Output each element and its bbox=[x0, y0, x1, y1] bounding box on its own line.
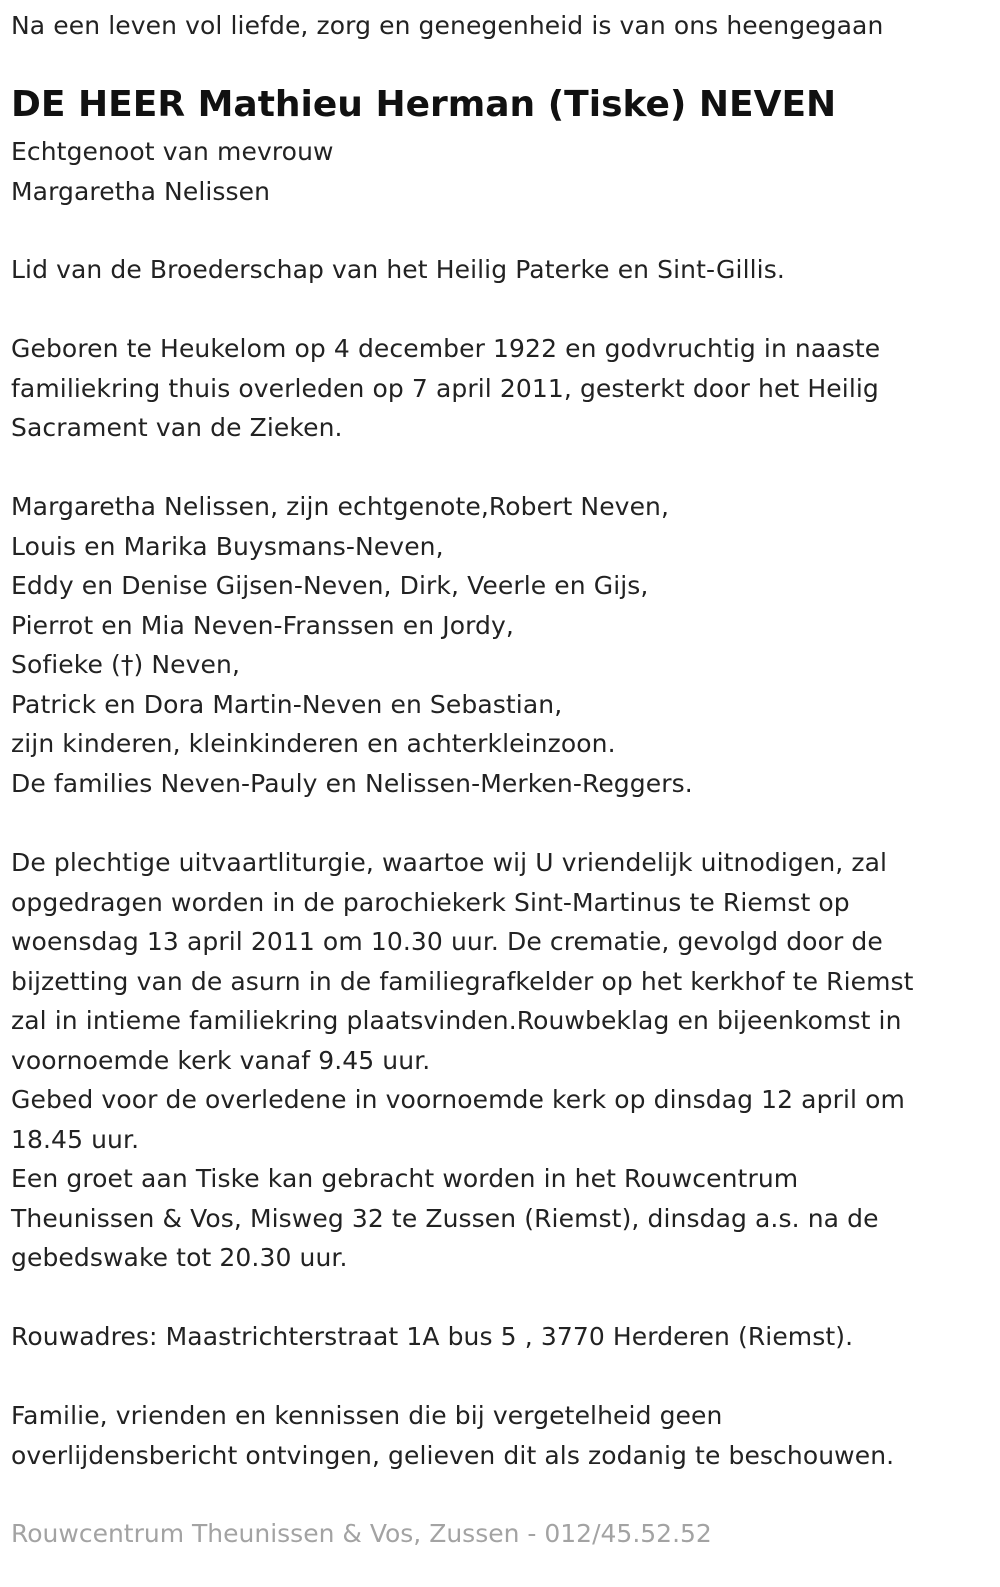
family-line: zijn kinderen, kleinkinderen en achterkleinzoon. bbox=[11, 729, 616, 758]
family-line: Margaretha Nelissen, zijn echtgenote,Robert Neven, bbox=[11, 492, 670, 521]
notice-line: overlijdensbericht ontvingen, gelieven dit als zodanig te beschouwen. bbox=[11, 1440, 895, 1470]
birth-death-line: Sacrament van de Zieken. bbox=[11, 413, 343, 442]
birth-death-line: Geboren te Heukelom op 4 december 1922 en godvruchtig in naaste bbox=[11, 334, 881, 363]
funeral-line: 18.45 uur. bbox=[11, 1124, 140, 1154]
spouse-line: Echtgenoot van mevrouw bbox=[11, 137, 334, 166]
family-line: Louis en Marika Buysmans-Neven, bbox=[11, 531, 444, 561]
funeral-line: Theunissen & Vos, Misweg 32 te Zussen (Riemst), dinsdag a.s. na de bbox=[11, 1203, 879, 1233]
spouse-block bbox=[11, 132, 334, 211]
funeral-block bbox=[11, 843, 914, 1278]
funeral-line: woensdag 13 april 2011 om 10.30 uur. De crematie, gevolgd door de bbox=[11, 927, 883, 956]
funeral-line: Gebed voor de overledene in voornoemde kerk op dinsdag 12 april om bbox=[11, 1085, 905, 1114]
funeral-line: opgedragen worden in de parochiekerk Sint-Martinus te Riemst op bbox=[11, 887, 850, 917]
funeral-line: bijzetting van de asurn in de familiegrafkelder op het kerkhof te Riemst bbox=[11, 966, 914, 996]
membership-text: Lid van de Broederschap van het Heilig Paterke en Sint-Gillis. bbox=[11, 255, 785, 284]
birth-death-block bbox=[11, 329, 880, 448]
family-line: Sofieke (†) Neven, bbox=[11, 650, 241, 679]
family-line: Pierrot en Mia Neven-Franssen en Jordy, bbox=[11, 610, 514, 640]
intro-text: Na een leven vol liefde, zorg en genegenheid is van ons heengegaan bbox=[11, 11, 884, 40]
family-block bbox=[11, 487, 693, 803]
spouse-line: Margaretha Nelissen bbox=[11, 176, 271, 206]
notice-line: Familie, vrienden en kennissen die bij vergetelheid geen bbox=[11, 1401, 723, 1430]
family-line: Patrick en Dora Martin-Neven en Sebastian, bbox=[11, 689, 563, 719]
funeral-line: voornoemde kerk vanaf 9.45 uur. bbox=[11, 1045, 431, 1075]
funeral-line: De plechtige uitvaartliturgie, waartoe wij U vriendelijk uitnodigen, zal bbox=[11, 848, 888, 877]
membership-block bbox=[11, 250, 785, 290]
address-block bbox=[11, 1317, 853, 1357]
funeral-line: zal in intieme familiekring plaatsvinden.Rouwbeklag en bijeenkomst in bbox=[11, 1006, 902, 1035]
deceased-name: DE HEER Mathieu Herman (Tiske) NEVEN bbox=[11, 84, 837, 125]
family-line: De families Neven-Pauly en Nelissen-Merken-Reggers. bbox=[11, 768, 693, 798]
mourning-address: Rouwadres: Maastrichterstraat 1A bus 5 , 3770 Herderen (Riemst). bbox=[11, 1322, 854, 1351]
notice-block bbox=[11, 1396, 894, 1475]
funeral-home-footer: Rouwcentrum Theunissen & Vos, Zussen - 012/45.52.52 bbox=[11, 1519, 712, 1548]
funeral-line: gebedswake tot 20.30 uur. bbox=[11, 1243, 348, 1272]
funeral-line: Een groet aan Tiske kan gebracht worden in het Rouwcentrum bbox=[11, 1164, 799, 1193]
family-line: Eddy en Denise Gijsen-Neven, Dirk, Veerle en Gijs, bbox=[11, 571, 649, 600]
birth-death-line: familiekring thuis overleden op 7 april 2011, gesterkt door het Heilig bbox=[11, 373, 879, 403]
